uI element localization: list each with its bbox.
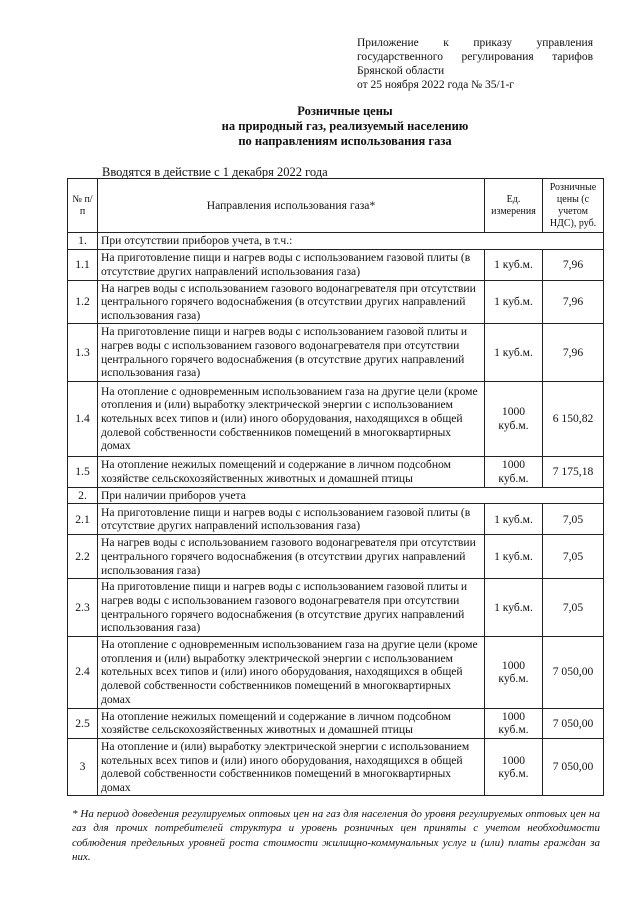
row-price: 7 175,18 [543,456,604,487]
section-row [68,487,604,504]
row-direction: На отопление с одновременным использованием газа на другие цели (кроме отопления и (или) выработку электрической энергии с использованием котельных всех типов и (или) иного оборудования, находящихся в общей долевой собственности собственников помещений в многоквартирных домах [98,381,485,456]
approval-header [357,36,593,92]
row-number: 2.4 [68,636,98,708]
footnote: * На период доведения регулируемых оптовых цен на газ для населения до уровня регулируемых оптовых цен на газ для прочих потребителей структура и уровень розничных цен приняты с учетом необходимости соблюдения предельных уровней роста стоимости жилищно-коммунальных услуг и (или) платы граждан за них. [72,808,600,863]
title-line: Розничные цены [297,104,393,118]
row-direction: На приготовление пищи и нагрев воды с использованием газовой плиты и нагрев воды с использованием газового водонагревателя при отсутствии центрального горячего водоснабжения (в отсутствие других направлений использования газа) [98,579,485,636]
row-direction: На нагрев воды с использованием газового водонагревателя при отсутствии центрального горячего водоснабжения (в отсутствии других направлений использования газа) [98,280,485,324]
table-row [68,636,604,708]
header-num: № п/п [68,179,98,233]
row-price: 7 050,00 [543,738,604,795]
document-title [100,104,590,149]
header-unit: Ед. измерения [485,179,543,233]
table-row [68,708,604,738]
row-number: 2.5 [68,708,98,738]
row-number: 2.3 [68,579,98,636]
title-line: на природный газ, реализуемый населению [221,119,469,133]
row-price: 7 050,00 [543,708,604,738]
table-header-row [68,179,604,233]
row-unit: 1 куб.м. [485,535,543,579]
row-unit: 1 куб.м. [485,579,543,636]
row-price: 7,05 [543,504,604,535]
header-line: от 25 ноября 2022 года № 35/1-г [357,79,515,91]
row-price: 7,05 [543,579,604,636]
header-line: Приложение к приказу управления [357,37,593,49]
row-price: 7 050,00 [543,636,604,708]
row-direction: На приготовление пищи и нагрев воды с использованием газовой плиты (в отсутствие других направлений использования газа) [98,504,485,535]
table-row [68,579,604,636]
table-row [68,280,604,324]
header-line: Брянской области [357,65,445,77]
row-number: 1.5 [68,456,98,487]
row-direction: На приготовление пищи и нагрев воды с использованием газовой плиты (в отсутствие других направлений использования газа) [98,249,485,280]
title-line: по направлениям использования газа [238,134,452,148]
row-number: 1.2 [68,280,98,324]
row-price: 7,96 [543,324,604,381]
row-direction: На нагрев воды с использованием газового водонагревателя при отсутствии центрального горячего водоснабжения (в отсутствии других направлений использования газа) [98,535,485,579]
row-unit: 1000 куб.м. [485,381,543,456]
row-number: 2.2 [68,535,98,579]
header-direction: Направления использования газа* [98,179,485,233]
row-unit: 1 куб.м. [485,280,543,324]
section-row [68,233,604,250]
row-unit: 1000 куб.м. [485,708,543,738]
effective-date: Вводятся в действие с 1 декабря 2022 года [102,165,328,179]
row-unit: 1000 куб.м. [485,456,543,487]
row-price: 7,05 [543,535,604,579]
row-number: 1.1 [68,249,98,280]
row-direction: На отопление с одновременным использованием газа на другие цели (кроме отопления и (или) выработку электрической энергии с использованием котельных всех типов и (или) иного оборудования, находящихся в общей долевой собственности собственников помещений в многоквартирных домах [98,636,485,708]
header-price: Розничные цены (с учетом НДС), руб. [543,179,604,233]
row-number: 1.4 [68,381,98,456]
section-title: При наличии приборов учета [98,487,604,504]
row-number: 2.1 [68,504,98,535]
row-unit: 1 куб.м. [485,504,543,535]
table-row [68,535,604,579]
table-row [68,381,604,456]
table-row [68,504,604,535]
section-title: При отсутствии приборов учета, в т.ч.: [98,233,604,250]
row-unit: 1000 куб.м. [485,636,543,708]
table-row [68,324,604,381]
header-line: государственного регулирования тарифов [357,51,593,63]
row-number: 1. [68,233,98,250]
table-row [68,456,604,487]
row-direction: На приготовление пищи и нагрев воды с использованием газовой плиты и нагрев воды с использованием газового водонагревателя при отсутствии центрального горячего водоснабжения (в отсутствие других направлений использования газа) [98,324,485,381]
row-number: 1.3 [68,324,98,381]
row-number: 3 [68,738,98,795]
table-row [68,249,604,280]
row-unit: 1 куб.м. [485,324,543,381]
row-price: 6 150,82 [543,381,604,456]
row-price: 7,96 [543,280,604,324]
row-direction: На отопление нежилых помещений и содержание в личном подсобном хозяйстве сельскохозяйственных животных и домашней птицы [98,456,485,487]
row-unit: 1000 куб.м. [485,738,543,795]
row-direction: На отопление и (или) выработку электрической энергии с использованием котельных всех типов и (или) иного оборудования, находящихся в общей долевой собственности собственников помещений в многоквартирных домах [98,738,485,795]
table-row [68,738,604,795]
row-unit: 1 куб.м. [485,249,543,280]
row-price: 7,96 [543,249,604,280]
row-direction: На отопление нежилых помещений и содержание в личном подсобном хозяйстве сельскохозяйственных животных и домашней птицы [98,708,485,738]
price-table [67,178,604,796]
row-number: 2. [68,487,98,504]
